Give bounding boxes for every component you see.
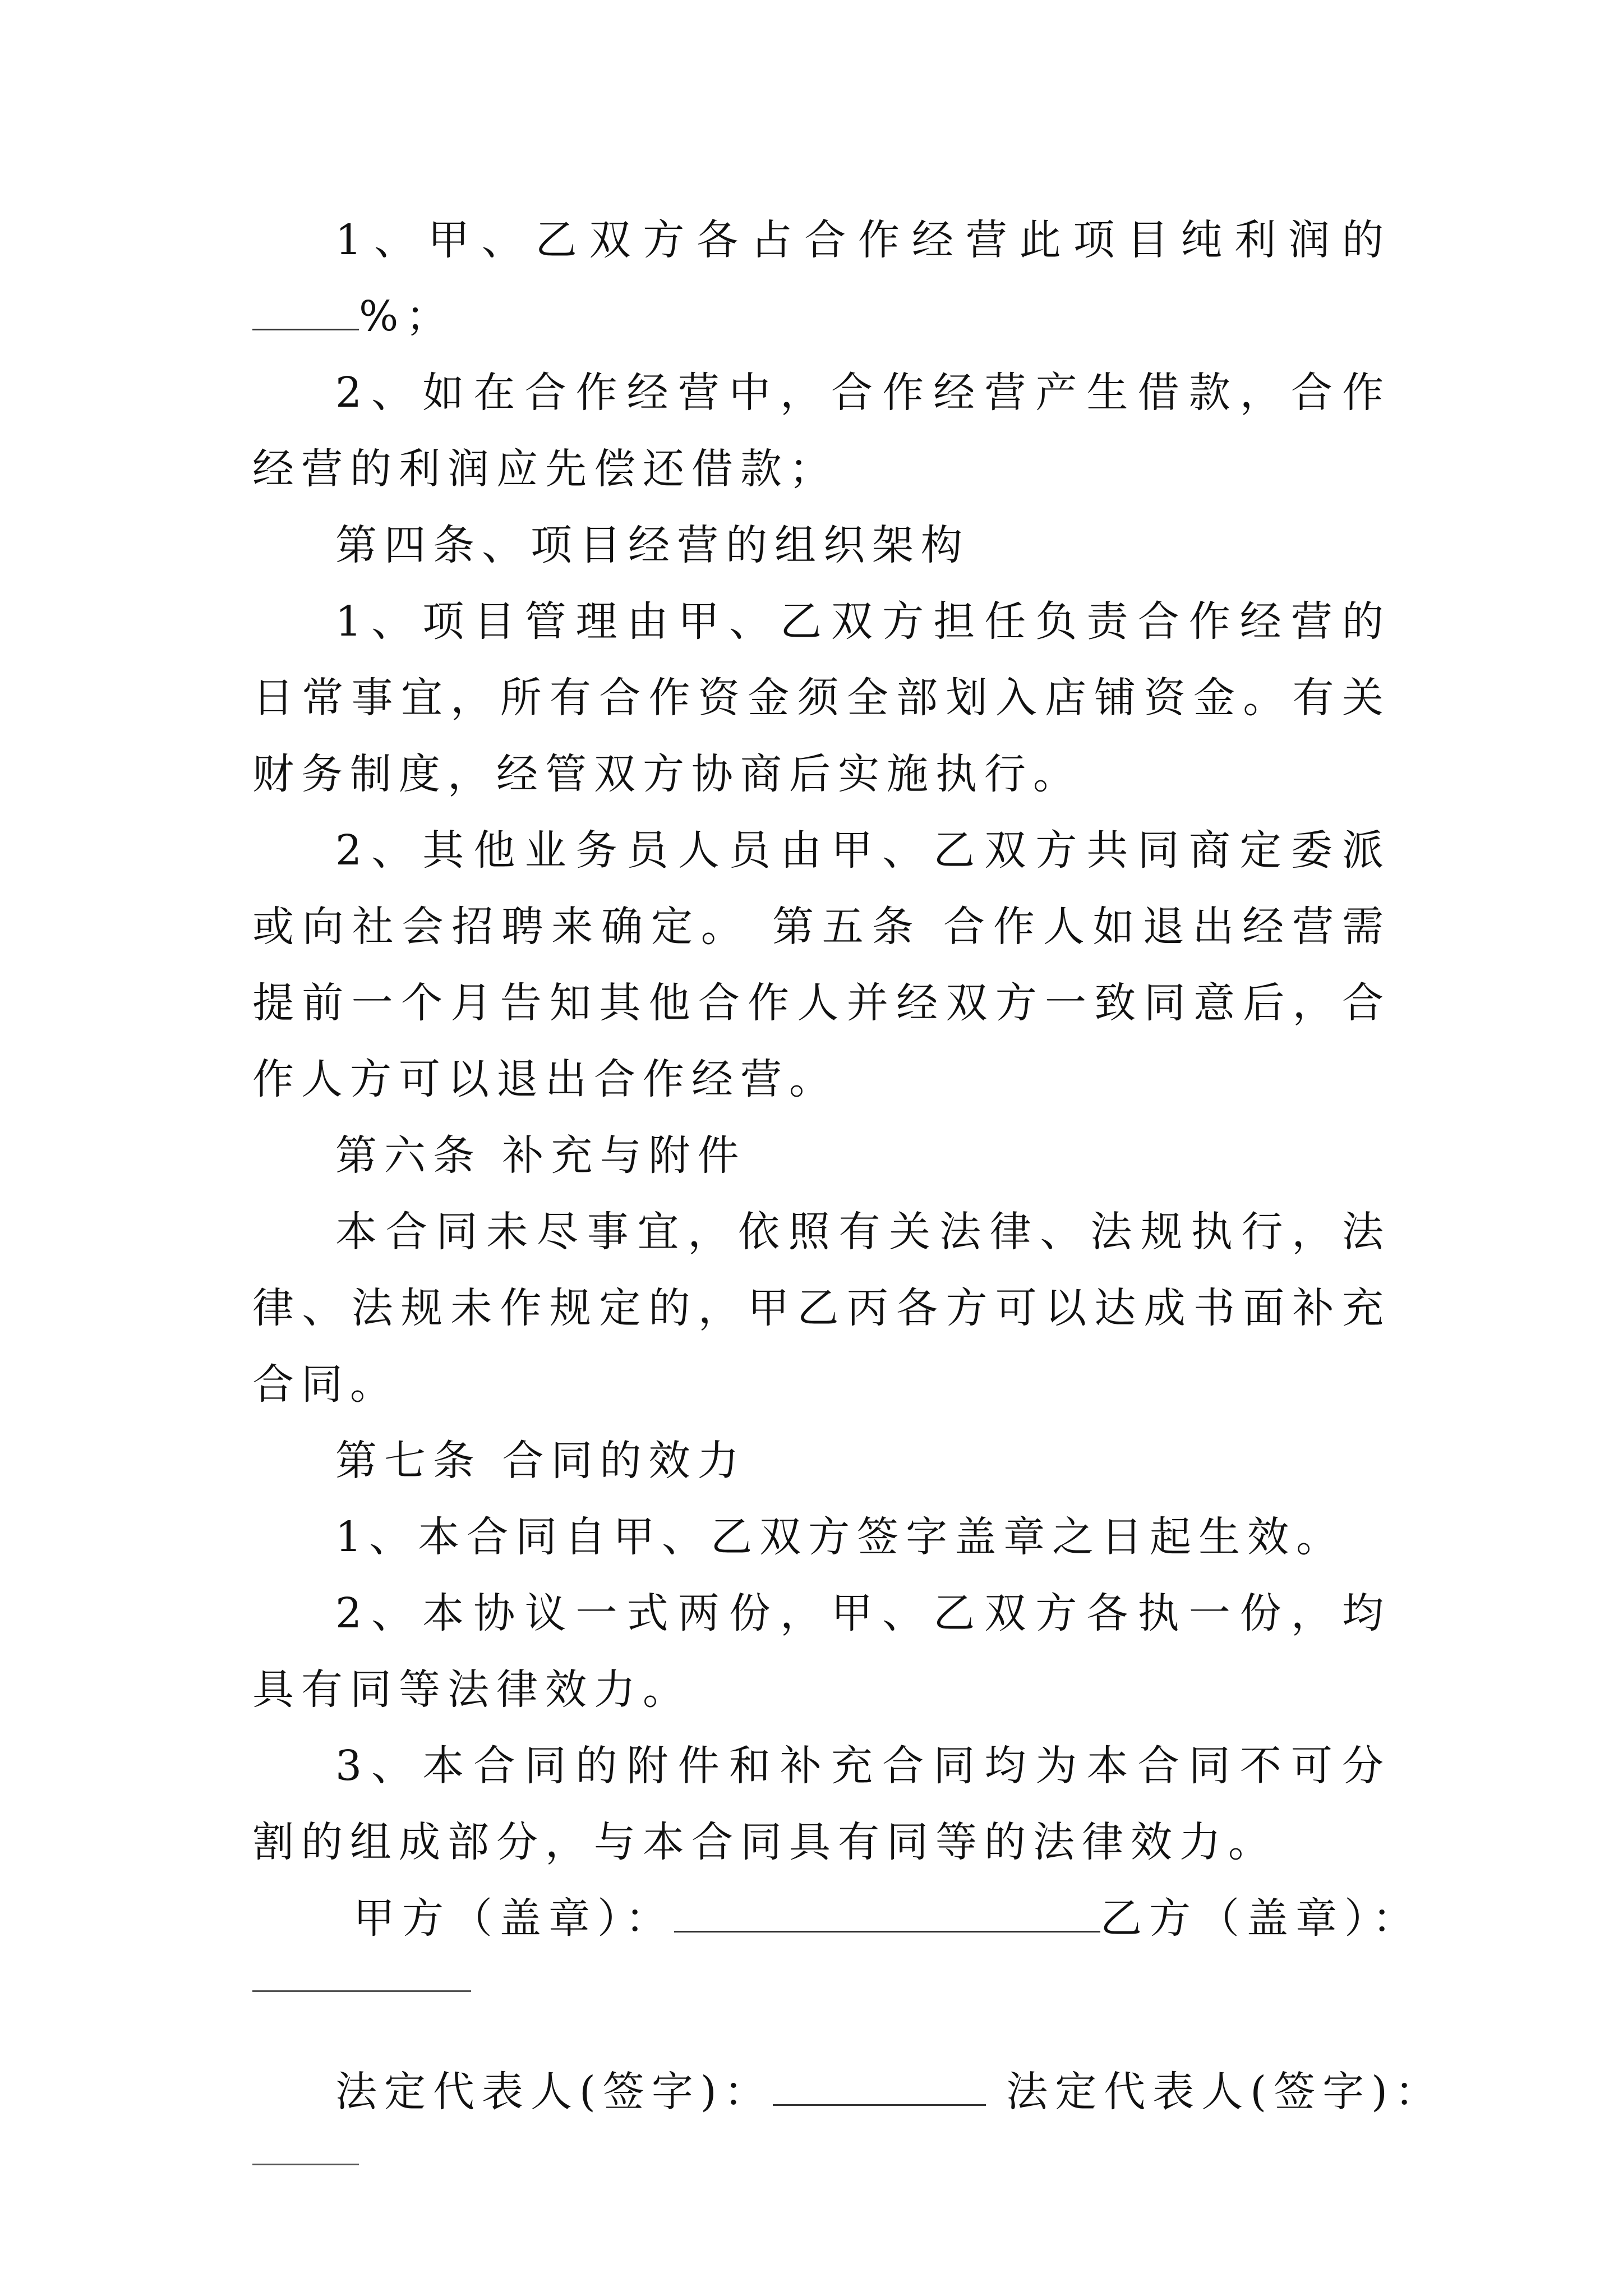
party-b-seal-blank: [252, 1990, 471, 1992]
clause-effective-date: 1、本合同自甲、乙双方签字盖章之日起生效。: [335, 1513, 1345, 1561]
clause-supplement: 本合同未尽事宜，依照有关法律、法规执行，法律、法规未作规定的，甲乙丙各方可以达成书面补充合同。: [252, 1208, 1391, 1409]
party-a-rep-label: 法定代表人(签字)：: [335, 2068, 773, 2116]
article-6-heading: 第六条 补充与附件: [335, 1131, 746, 1180]
clause-copies: 2、本协议一式两份，甲、乙双方各执一份，均具有同等法律效力。: [252, 1589, 1391, 1714]
clause-profit-share: [252, 202, 1391, 355]
article-7-heading: 第七条 合同的效力: [335, 1437, 746, 1485]
document-body: [252, 202, 1444, 2165]
clause-profit-share-text: 1、甲、乙双方各占合作经营此项目纯利润的: [335, 216, 1391, 264]
representative-row: [252, 2054, 1444, 2130]
party-b-rep-blank: [252, 2164, 359, 2165]
party-a-seal-blank: [674, 1896, 1100, 1932]
profit-percent-blank: [252, 294, 359, 330]
clause-attachments: 3、本合同的附件和补充合同均为本合同不可分割的组成部分，与本合同具有同等的法律效力。: [252, 1742, 1391, 1866]
seal-row: [252, 1880, 1421, 1957]
clause-staffing-and-article-5: 2、其他业务员人员由甲、乙双方共同商定委派或向社会招聘来确定。 第五条 合作人如退出经营需提前一个月告知其他合作人并经双方一致同意后，合作人方可以退出合作经营。: [252, 826, 1391, 1103]
percent-suffix: %；: [359, 292, 455, 341]
party-a-rep-blank: [773, 2069, 986, 2106]
clause-project-management: 1、项目管理由甲、乙双方担任负责合作经营的日常事宜，所有合作资金须全部划入店铺资金。有关财务制度，经管双方协商后实施执行。: [252, 597, 1391, 798]
clause-loan-repayment: 2、如在合作经营中，合作经营产生借款，合作经营的利润应先偿还借款；: [252, 369, 1391, 493]
party-b-rep-label: 法定代表人(签字)：: [1006, 2068, 1444, 2116]
party-a-seal-label: 甲方（盖章）：: [353, 1894, 674, 1943]
party-b-seal-label: 乙方（盖章）：: [1100, 1894, 1421, 1943]
article-4-heading: 第四条、项目经营的组织架构: [335, 521, 970, 569]
